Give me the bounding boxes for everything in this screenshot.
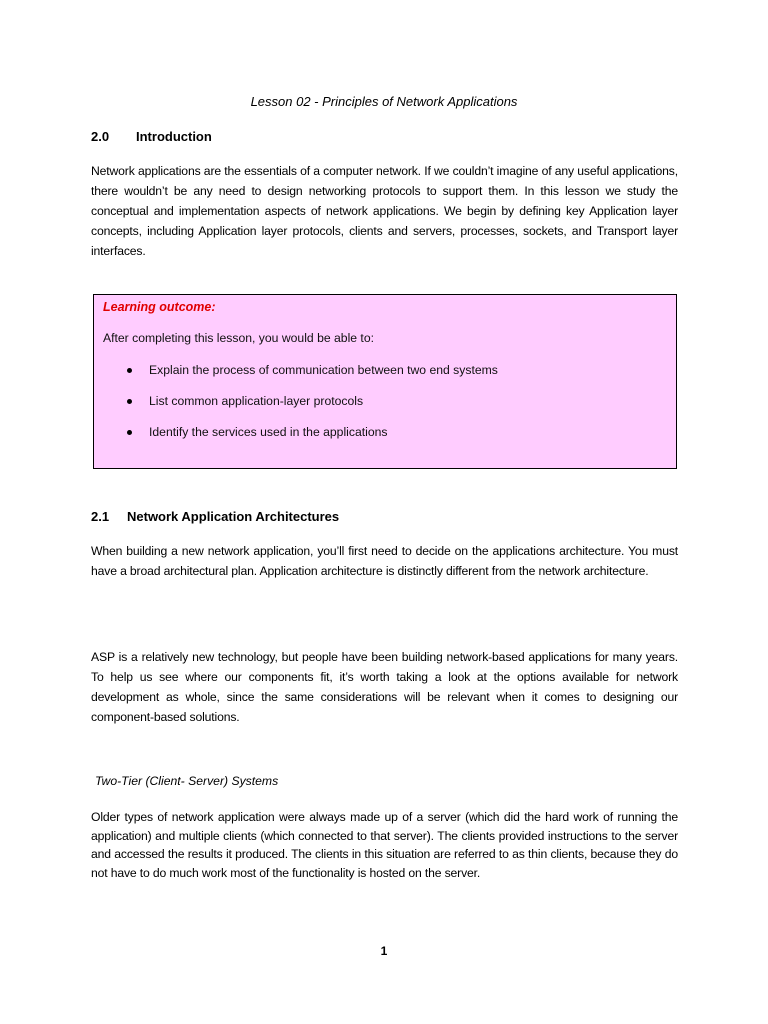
intro-paragraph: Network applications are the essentials of a computer network. If we couldn’t imagine of any useful applications, there wouldn’t be any need to design networking protocols to support them. In this lesson we study the conceptual and implementation aspects of network applications. We begin by defining key Application layer concepts, including Application layer protocols, clients and servers, processes, sockets, and Transport layer interfaces. (91, 164, 678, 258)
list-item (124, 394, 498, 425)
list-item-text: Explain the process of communication between two end systems (149, 363, 498, 377)
list-item-text: Identify the services used in the applications (149, 425, 388, 439)
section-number: 2.1 (91, 509, 110, 524)
document-title: Lesson 02 - Principles of Network Applications (250, 94, 518, 109)
two-tier-subheading: Two-Tier (Client- Server) Systems (95, 774, 279, 788)
two-tier-paragraph: Older types of network application were always made up of a server (which did the hard work of running the application) and multiple clients (which connected to that server). The clients provided instructions to the server and accessed the results it produced. The clients in this situation are referred to as thin clients, because they do not have to do much work most of the functionality is hosted on the server. (91, 810, 678, 880)
bullet-icon (127, 368, 132, 373)
section-number: 2.0 (91, 129, 110, 144)
list-item (124, 363, 498, 394)
learning-outcome-intro: After completing this lesson, you would be able to: (103, 331, 374, 345)
section-title: Introduction (136, 129, 212, 144)
architecture-paragraph-1: When building a new network application, you’ll first need to decide on the applications architecture. You must have a broad architectural plan. Application architecture is distinctly different from the network architecture. (91, 544, 678, 578)
architecture-paragraph-2: ASP is a relatively new technology, but people have been building network-based applications for many years. To help us see where our components fit, it’s worth taking a look at the options available for network development as whole, since the same considerations will be relevant when it comes to designing our component-based solutions. (91, 650, 678, 724)
section-heading-architectures (91, 509, 339, 524)
section-title: Network Application Architectures (127, 509, 340, 524)
bullet-icon (127, 399, 132, 404)
bullet-icon (127, 430, 132, 435)
page-number: 1 (380, 944, 388, 958)
list-item (124, 425, 498, 456)
list-item-text: List common application-layer protocols (149, 394, 364, 408)
learning-outcome-title: Learning outcome: (103, 300, 216, 314)
learning-outcome-box (93, 294, 677, 469)
section-heading-introduction (91, 129, 212, 144)
learning-outcome-list (124, 363, 498, 456)
